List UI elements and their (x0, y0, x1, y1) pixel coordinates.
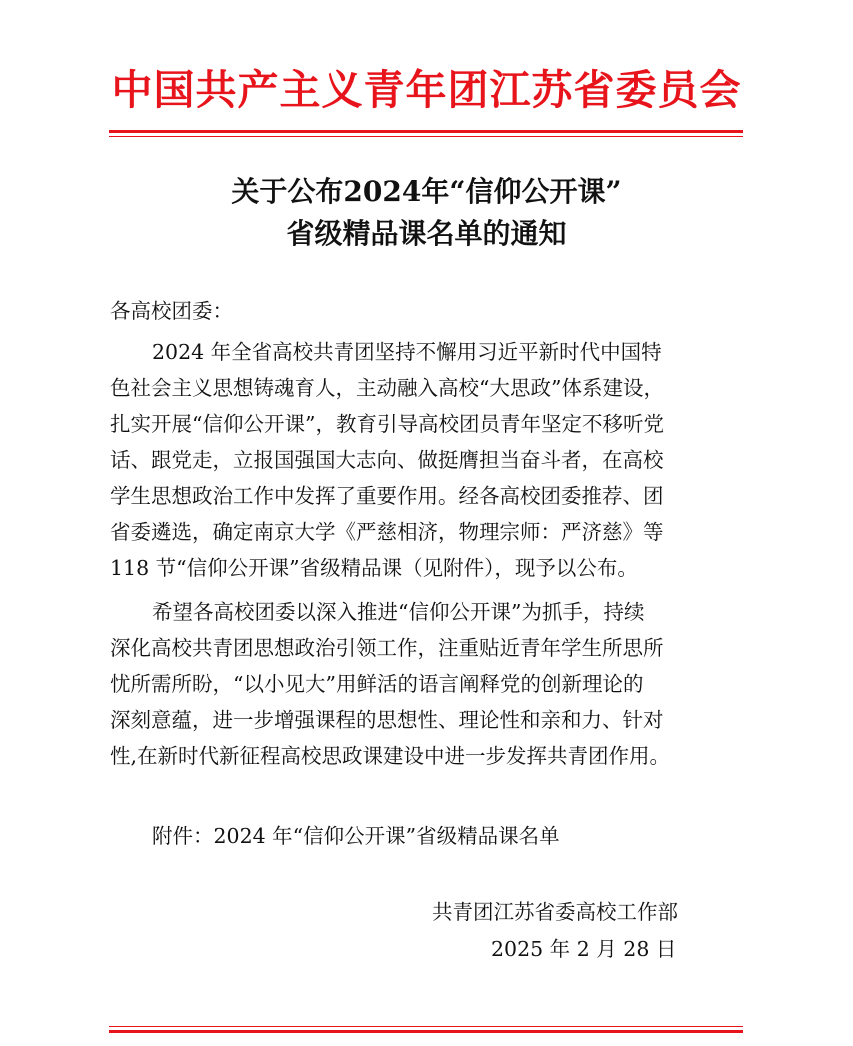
paragraph-line: 省委遴选，确定南京大学《严慈相济，物理宗师：严济慈》等 (110, 520, 664, 544)
paragraph-line: 话、跟党走，立报国强国大志向、做挺膺担当奋斗者，在高校 (110, 448, 664, 472)
paragraph-line: 扎实开展“信仰公开课”，教育引导高校团员青年坚定不移听党 (110, 412, 664, 436)
signature-date: 2025 年 2 月 28 日 (491, 937, 677, 961)
footer-red-rule-thick (109, 1030, 743, 1033)
paragraph-line: 深化高校共青团思想政治引领工作，注重贴近青年学生所思所 (110, 636, 664, 660)
issuing-organization-header: 中国共产主义青年团江苏省委员会 (111, 66, 742, 114)
notice-paragraph-2 (110, 594, 742, 774)
paragraph-line: 深刻意蕴，进一步增强课程的思想性、理论性和亲和力、针对 (110, 708, 664, 732)
footer-red-rule-thin (109, 1026, 743, 1027)
notice-title-line-2: 省级精品课名单的通知 (286, 217, 567, 250)
signature-organization: 共青团江苏省委高校工作部 (432, 900, 678, 924)
paragraph-line: 学生思想政治工作中发挥了重要作用。经各高校团委推荐、团 (110, 484, 664, 508)
notice-paragraph-1 (110, 334, 742, 586)
paragraph-line: 性,在新时代新征程高校思政课建设中进一步发挥共青团作用。 (110, 744, 671, 768)
header-red-rule-thick (109, 130, 743, 133)
paragraph-line: 忧所需所盼，“以小见大”用鲜活的语言阐释党的创新理论的 (110, 672, 644, 696)
salutation: 各高校团委： (110, 299, 233, 323)
attachment-note: 附件：2024 年“信仰公开课”省级精品课名单 (152, 824, 560, 848)
paragraph-line: 色社会主义思想铸魂育人，主动融入高校“大思政”体系建设， (110, 376, 664, 400)
paragraph-line: 118 节“信仰公开课”省级精品课（见附件），现予以公布。 (110, 556, 638, 580)
paragraph-line: 希望各高校团委以深入推进“信仰公开课”为抓手，持续 (152, 600, 645, 624)
header-red-rule-thin (109, 136, 743, 137)
notice-title-line-1: 关于公布2024年“信仰公开课” (231, 175, 622, 208)
paragraph-line: 2024 年全省高校共青团坚持不懈用习近平新时代中国特 (152, 340, 662, 364)
